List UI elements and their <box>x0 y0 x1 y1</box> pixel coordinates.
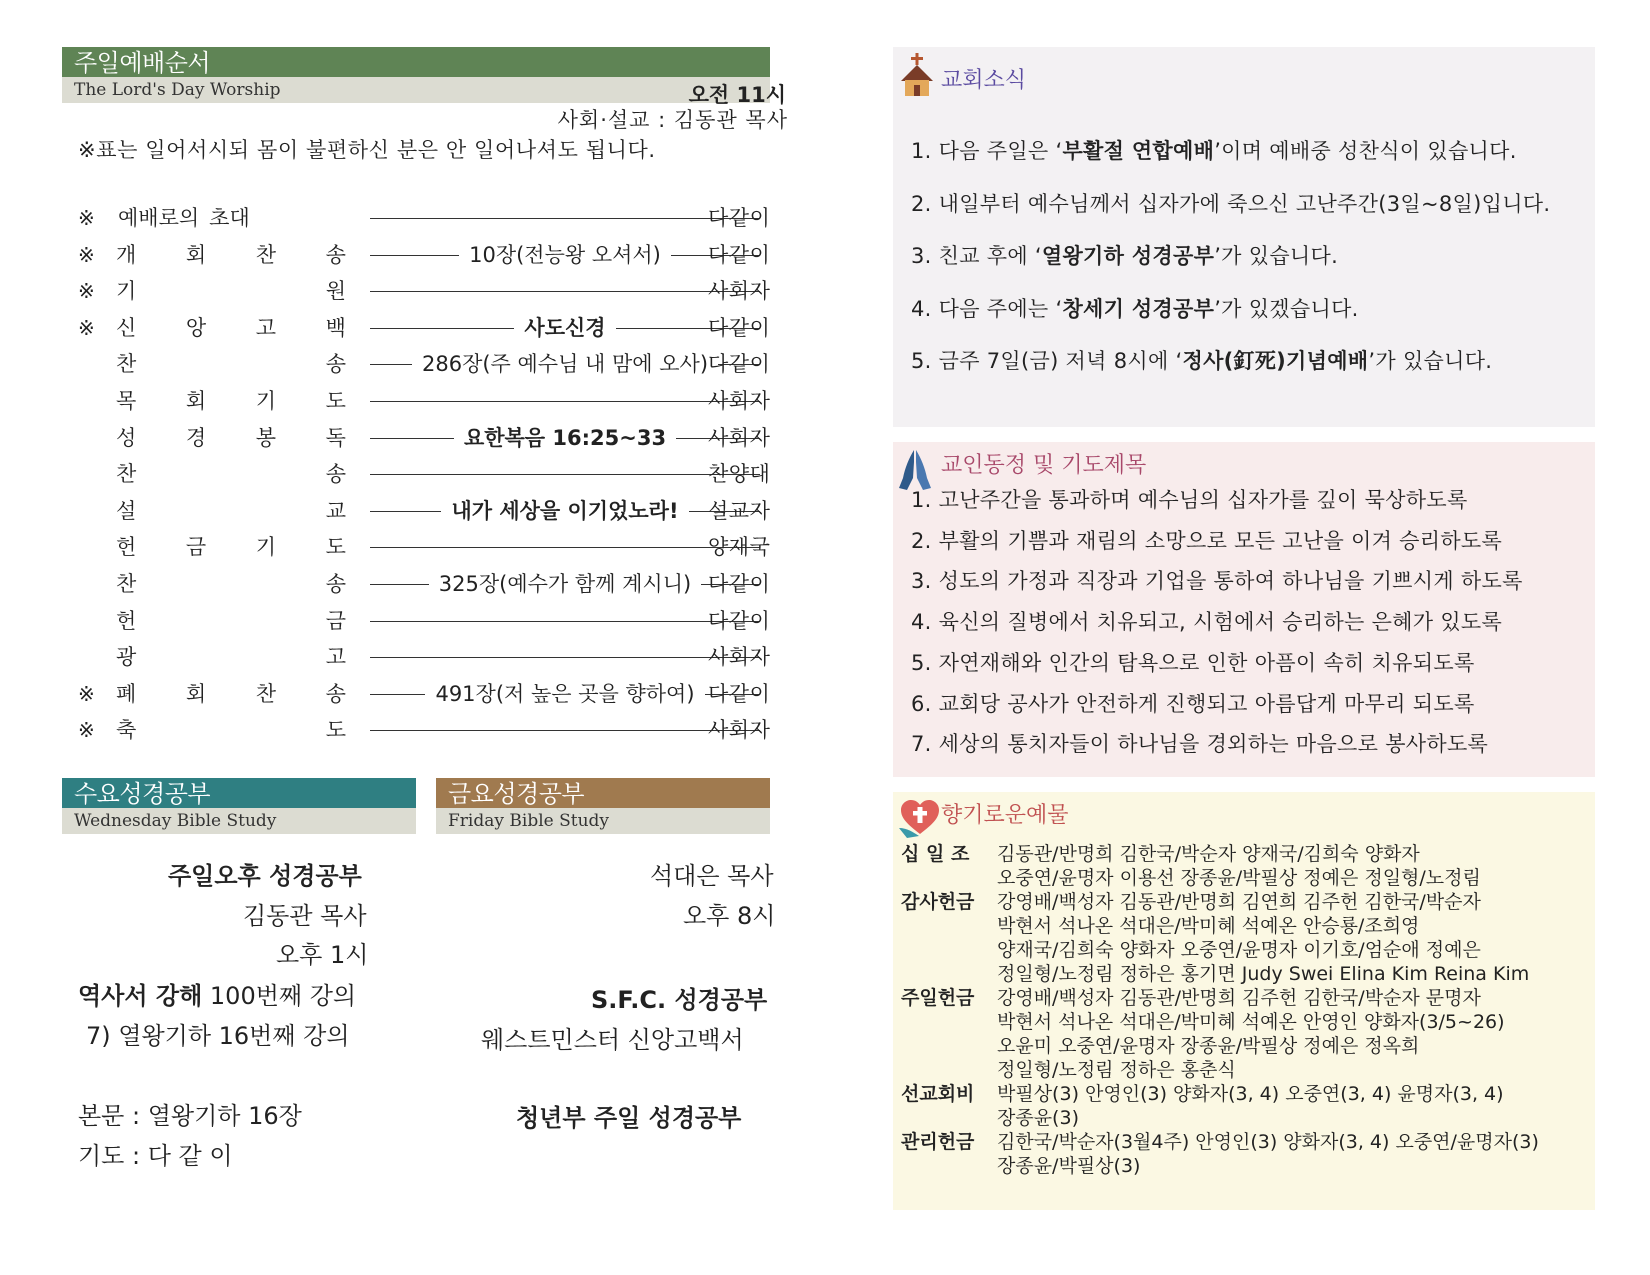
wednesday-subtitle: Wednesday Bible Study <box>62 808 416 834</box>
order-label-char: 봉 <box>255 425 277 450</box>
order-label-char: 원 <box>325 279 346 304</box>
news-item <box>911 283 1550 336</box>
order-item-detail: 491장(저 높은 곳을 향하여) <box>425 682 704 706</box>
order-item-detail-wrap <box>370 493 760 529</box>
wednesday-line1: 주일오후 성경공부 <box>168 862 362 890</box>
order-label-char: 백 <box>325 315 346 340</box>
order-item-leader: 다같이 <box>708 242 771 267</box>
worship-note: ※표는 일어서시되 몸이 불편하신 분은 안 일어나셔도 됩니다. <box>78 138 656 162</box>
order-label-char: 초대 <box>209 206 250 230</box>
friday-subtitle: Friday Bible Study <box>436 808 770 834</box>
standing-mark: ※ <box>78 242 95 267</box>
offering-names-line: 정일형/노정림 정하은 홍기면 Judy Swei Elina Kim Reina Kim <box>997 963 1530 985</box>
offering-names-line: 김한국/박순자(3월4주) 안영인(3) 양화자(3, 4) 오중연/윤명자(3) <box>997 1131 1539 1153</box>
news-item-bold: 열왕기하 성경공부 <box>1041 244 1215 268</box>
order-label-char: 찬 <box>255 681 277 706</box>
order-label-char: 앙 <box>185 315 207 340</box>
order-label-char: 고 <box>255 315 277 340</box>
order-label-char: 예배로의 <box>118 206 200 230</box>
order-label-char: 광 <box>116 645 137 670</box>
order-item-label <box>116 383 346 419</box>
order-item-label <box>118 200 348 236</box>
worship-order-row <box>78 712 778 749</box>
order-label-char: 헌 <box>116 608 137 633</box>
order-dash-line <box>370 474 760 475</box>
order-label-char: 폐 <box>116 681 137 706</box>
order-label-char: 신 <box>116 315 137 340</box>
order-label-char: 찬 <box>116 352 137 377</box>
offering-names-line: 장종윤/박필상(3) <box>997 1155 1141 1177</box>
order-label-char: 송 <box>325 352 346 377</box>
order-label-char: 송 <box>325 462 346 487</box>
offering-names <box>997 1082 1504 1130</box>
news-item-pre: 3. 친교 후에 ‘ <box>911 244 1042 268</box>
order-item-leader: 찬양대 <box>708 462 771 487</box>
order-item-detail-wrap <box>370 346 760 382</box>
standing-mark: ※ <box>78 279 95 304</box>
friday-title: 금요성경공부 <box>436 778 770 808</box>
offering-names <box>997 890 1529 986</box>
order-item-detail: 사도신경 <box>514 316 615 340</box>
order-item-leader: 다같이 <box>708 206 771 230</box>
order-label-char: 기 <box>116 279 137 304</box>
friday-line4: 웨스트민스터 신앙고백서 <box>481 1026 744 1054</box>
order-item-detail: 내가 세상을 이기었노라! <box>441 499 688 523</box>
order-item-leader: 다같이 <box>708 608 771 633</box>
order-item-label <box>116 346 346 382</box>
order-item-detail: 286장(주 예수님 내 맘에 오사) <box>412 352 718 376</box>
order-item-label <box>116 529 346 565</box>
order-label-char: 교 <box>325 498 346 523</box>
heart-cross-icon <box>899 798 941 842</box>
wednesday-title: 수요성경공부 <box>62 778 416 808</box>
friday-line2: 오후 8시 <box>683 902 776 930</box>
offering-names-line: 장종윤(3) <box>997 1107 1079 1129</box>
standing-mark: ※ <box>78 681 95 706</box>
order-item-leader: 다같이 <box>708 681 771 706</box>
news-item-pre: 4. 다음 주에는 ‘ <box>911 296 1063 321</box>
order-label-char: 도 <box>325 718 346 743</box>
news-item-post: ’가 있습니다. <box>1214 244 1339 268</box>
order-label-char: 독 <box>325 425 346 450</box>
order-dash-line <box>370 218 760 219</box>
standing-mark: ※ <box>78 315 95 340</box>
order-item-leader: 다같이 <box>708 571 771 596</box>
offering-names <box>997 1130 1539 1178</box>
news-item <box>911 230 1550 283</box>
order-label-char: 송 <box>325 242 346 267</box>
wednesday-line6: 본문 : 열왕기하 16장 <box>78 1102 302 1130</box>
offering-row <box>901 842 1539 890</box>
worship-order-row <box>78 676 778 713</box>
offering-row <box>901 1130 1539 1178</box>
standing-mark: ※ <box>78 206 95 230</box>
order-label-char: 헌 <box>116 535 137 560</box>
order-item-label <box>116 603 346 639</box>
offering-box <box>893 792 1595 1210</box>
news-item-bold: 창세기 성경공부 <box>1062 296 1215 321</box>
order-item-leader: 양재국 <box>708 535 771 560</box>
offering-names-line: 강영배/백성자 김동관/반명희 김연희 김주헌 김한국/박순자 <box>997 891 1481 913</box>
order-item-detail-wrap <box>370 310 760 346</box>
prayer-item: 2. 부활의 기쁨과 재림의 소망으로 모든 고난을 이겨 승리하도록 <box>911 528 1503 553</box>
offering-row <box>901 1082 1539 1130</box>
news-item-post: ’가 있겠습니다. <box>1214 296 1359 321</box>
order-item-label <box>116 712 346 748</box>
news-item-pre: 1. 다음 주일은 ‘ <box>911 139 1063 163</box>
order-item-label <box>116 676 346 712</box>
order-label-char: 회 <box>185 681 207 706</box>
order-label-char: 도 <box>325 535 346 560</box>
order-label-char: 설 <box>116 498 137 523</box>
offering-category: 관리헌금 <box>901 1131 975 1153</box>
order-item-detail: 325장(예수가 함께 계시니) <box>429 572 701 596</box>
order-item-leader: 사회자 <box>708 718 771 743</box>
worship-order-row <box>78 456 778 493</box>
worship-time: 오전 11시 <box>688 83 786 107</box>
friday-line1: 석대은 목사 <box>650 862 774 890</box>
prayer-item: 4. 육신의 질병에서 치유되고, 시험에서 승리하는 은혜가 있도록 <box>911 610 1503 635</box>
news-item <box>911 125 1550 178</box>
prayer-title: 교인동정 및 기도제목 <box>941 453 1147 478</box>
church-icon <box>899 53 935 101</box>
order-item-label <box>116 420 346 456</box>
order-label-char: 기 <box>255 535 277 560</box>
order-label-char: 송 <box>325 681 346 706</box>
wednesday-line7: 기도 : 다 같 이 <box>78 1142 233 1170</box>
worship-order-row <box>78 420 778 457</box>
order-label-char: 목 <box>116 388 137 413</box>
order-label-char: 기 <box>255 388 277 413</box>
order-item-leader: 사회자 <box>708 388 771 413</box>
news-list <box>911 125 1550 388</box>
wednesday-line4 <box>78 976 356 1016</box>
offering-names-line: 오중연/윤명자 이용선 장종윤/박필상 정예은 정일형/노정림 <box>997 867 1481 889</box>
worship-order-row <box>78 200 778 237</box>
order-item-label <box>116 639 346 675</box>
friday-line5: 청년부 주일 성경공부 <box>516 1104 742 1132</box>
worship-order-row <box>78 237 778 274</box>
offering-category: 감사헌금 <box>901 891 975 913</box>
order-dash-line <box>370 621 760 622</box>
order-label-char: 축 <box>116 718 137 743</box>
offering-names-line: 오윤미 오중연/윤명자 장종윤/박필상 정예은 정옥희 <box>997 1035 1420 1057</box>
order-label-char: 금 <box>325 608 346 633</box>
wednesday-line3: 오후 1시 <box>276 941 369 969</box>
offering-category: 주일헌금 <box>901 987 975 1009</box>
wednesday-line2: 김동관 목사 <box>243 902 367 930</box>
order-item-leader: 설교자 <box>708 498 771 523</box>
offering-names <box>997 986 1505 1082</box>
prayer-item: 7. 세상의 통치자들이 하나님을 경외하는 마음으로 봉사하도록 <box>911 732 1489 757</box>
order-item-leader: 사회자 <box>708 279 771 304</box>
worship-order-row <box>78 383 778 420</box>
prayer-item: 1. 고난주간을 통과하며 예수님의 십자가를 깊이 묵상하도록 <box>911 488 1468 512</box>
news-item-pre: 2. 내일부터 예수님께서 십자가에 죽으신 고난주간(3일~8일)입니다. <box>911 191 1551 216</box>
prayer-list <box>911 480 1523 765</box>
offering-names-line: 양재국/김희숙 양화자 오중연/윤명자 이기호/엄순애 정예은 <box>997 939 1481 961</box>
worship-order-row <box>78 566 778 603</box>
news-box <box>893 47 1595 427</box>
order-dash-line <box>370 547 760 548</box>
order-item-label <box>116 493 346 529</box>
order-label-char: 도 <box>325 388 346 413</box>
order-item-detail: 10장(전능왕 오셔서) <box>459 243 671 267</box>
news-item-pre: 5. 금주 7일(금) 저녁 8시에 ‘ <box>911 349 1183 373</box>
order-dash-line <box>370 730 760 731</box>
offering-names-line: 김동관/반명희 김한국/박순자 양재국/김희숙 양화자 <box>997 843 1420 865</box>
offering-row <box>901 986 1539 1082</box>
order-label-char: 찬 <box>255 242 277 267</box>
order-dash-line <box>370 657 760 658</box>
standing-mark: ※ <box>78 718 95 743</box>
order-label-char: 성 <box>116 425 137 450</box>
worship-order-list <box>78 200 778 749</box>
offering-row <box>901 890 1539 986</box>
offering-category: 선교회비 <box>901 1083 975 1105</box>
order-label-char: 경 <box>185 425 207 450</box>
offering-title: 향기로운예물 <box>941 803 1069 828</box>
order-item-label <box>116 237 346 273</box>
order-item-detail-wrap <box>370 676 760 712</box>
order-item-detail-wrap <box>370 237 760 273</box>
worship-order-row <box>78 493 778 530</box>
offering-names-line: 박현서 석나온 석대은/박미혜 석예온 안승룡/조희영 <box>997 915 1420 937</box>
worship-order-row <box>78 639 778 676</box>
order-label-char: 회 <box>185 388 207 413</box>
worship-order-row <box>78 346 778 383</box>
order-item-detail-wrap <box>370 420 760 456</box>
news-item-post: ’가 있습니다. <box>1368 349 1493 373</box>
worship-order-row <box>78 529 778 566</box>
order-label-char: 개 <box>116 242 137 267</box>
worship-order-row <box>78 310 778 347</box>
prayer-item: 5. 자연재해와 인간의 탐욕으로 인한 아픔이 속히 치유되도록 <box>911 650 1475 675</box>
worship-leader: 사회·설교 : 김동관 목사 <box>557 108 788 132</box>
wednesday-header <box>62 778 416 834</box>
order-item-leader: 사회자 <box>708 425 771 450</box>
worship-subtitle: The Lord's Day Worship <box>62 77 770 103</box>
order-label-char: 고 <box>325 645 346 670</box>
order-item-detail: 요한복음 16:25~33 <box>454 426 676 450</box>
worship-title: 주일예배순서 <box>62 47 770 77</box>
order-item-leader: 다같이 <box>708 315 771 340</box>
friday-header <box>436 778 770 834</box>
wednesday-line5: 7) 열왕기하 16번째 강의 <box>86 1022 350 1050</box>
order-item-leader: 다같이 <box>708 352 771 377</box>
order-label-char: 찬 <box>116 462 137 487</box>
news-item <box>911 178 1550 231</box>
worship-order-row <box>78 273 778 310</box>
wednesday-line4-bold: 역사서 강해 <box>78 982 203 1010</box>
offering-names <box>997 842 1481 890</box>
prayer-item: 3. 성도의 가정과 직장과 기업을 통하여 하나님을 기쁘시게 하도록 <box>911 569 1523 594</box>
news-title: 교회소식 <box>941 68 1027 93</box>
offering-names-line: 박필상(3) 안영인(3) 양화자(3, 4) 오중연(3, 4) 윤명자(3, 4) <box>997 1083 1504 1105</box>
offering-names-line: 강영배/백성자 김동관/반명희 김주헌 김한국/박순자 문명자 <box>997 987 1481 1009</box>
news-item-bold: 부활절 연합예배 <box>1062 139 1215 163</box>
order-label-char: 송 <box>325 571 346 596</box>
prayer-item: 6. 교회당 공사가 안전하게 진행되고 아름답게 마무리 되도록 <box>911 691 1475 716</box>
order-label-char: 금 <box>185 535 207 560</box>
friday-line3: S.F.C. 성경공부 <box>591 986 768 1014</box>
offering-category: 십 일 조 <box>901 843 970 865</box>
order-label-char: 찬 <box>116 571 137 596</box>
worship-order-row <box>78 603 778 640</box>
order-item-label <box>116 310 346 346</box>
offering-list <box>901 842 1539 1178</box>
news-item-post: ’이며 예배중 성찬식이 있습니다. <box>1214 139 1517 163</box>
order-item-label <box>116 273 346 309</box>
wednesday-line4-rest: 100번째 강의 <box>202 982 357 1010</box>
order-item-detail-wrap <box>370 566 760 602</box>
order-label-char: 회 <box>185 242 207 267</box>
order-dash-line <box>370 291 760 292</box>
offering-names-line: 정일형/노정림 정하은 홍춘식 <box>997 1059 1236 1081</box>
prayer-box <box>893 442 1595 777</box>
news-item-bold: 정사(釘死)기념예배 <box>1182 349 1369 373</box>
order-item-leader: 사회자 <box>708 645 771 670</box>
worship-header <box>62 47 770 103</box>
order-item-label <box>116 456 346 492</box>
news-item <box>911 335 1550 388</box>
order-item-label <box>116 566 346 602</box>
order-dash-line <box>370 401 760 402</box>
offering-names-line: 박현서 석나온 석대은/박미혜 석예온 안영인 양화자(3/5~26) <box>997 1011 1505 1033</box>
